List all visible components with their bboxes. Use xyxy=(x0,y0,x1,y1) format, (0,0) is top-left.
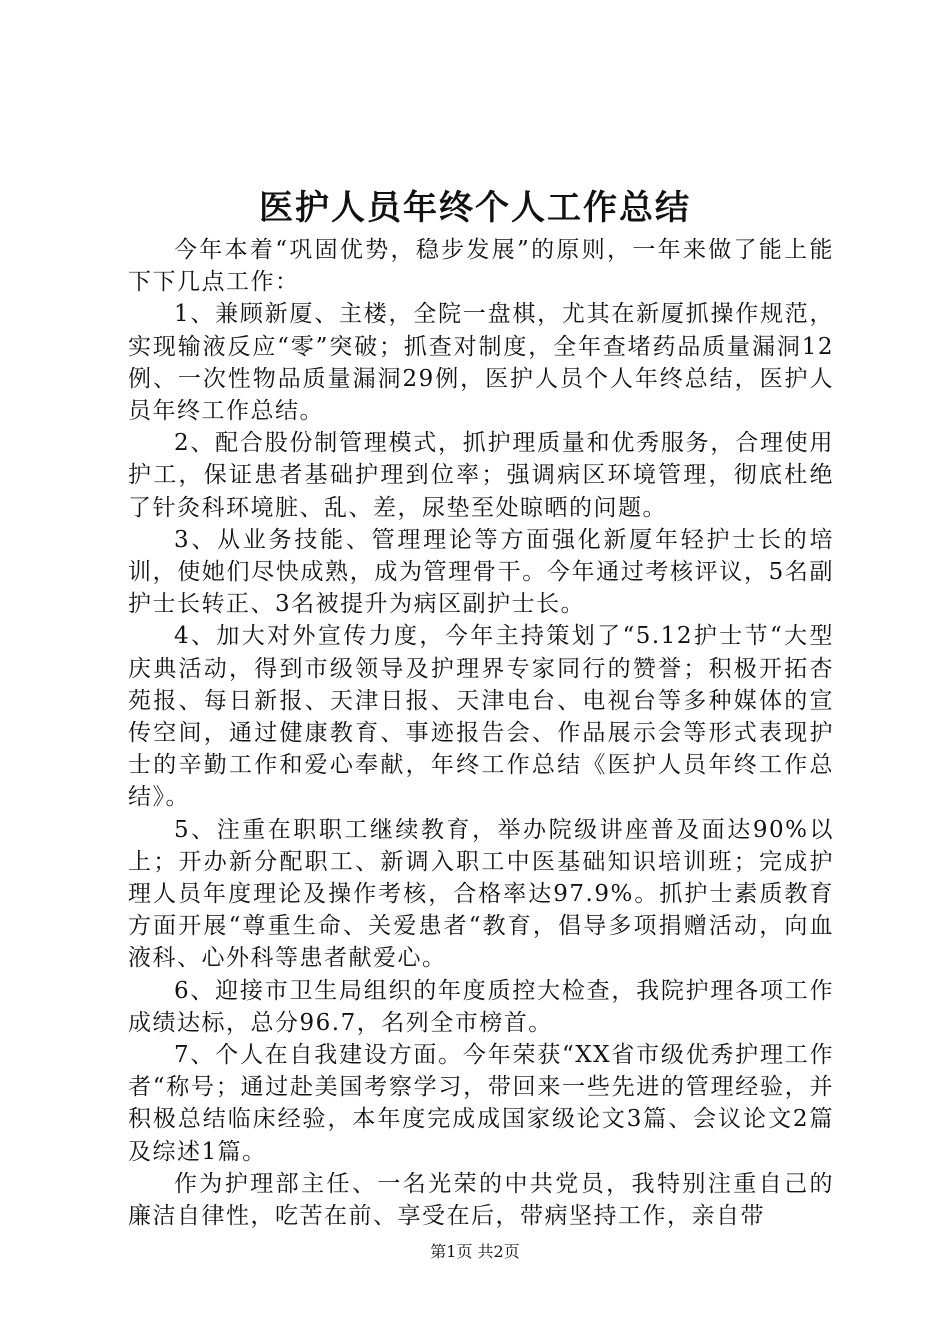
paragraph-closing: 作为护理部主任、一名光荣的中共党员，我特别注重自己的廉洁自律性，吃苦在前、享受在后，带病坚持工作，亲自带 xyxy=(128,1170,834,1230)
paragraph-item-7: 7、个人在自我建设方面。今年荣获“XX省市级优秀护理工作者“称号；通过赴美国考察学习，带回来一些先进的管理经验，并积极总结临床经验，本年度完成成国家级论文3篇、会议论文2篇及综述1篇。 xyxy=(128,1042,834,1165)
paragraph-item-4: 4、加大对外宣传力度，今年主持策划了“5.12护士节“大型庆典活动，得到市级领导及护理界专家同行的赞誉；积极开拓杏苑报、每日新报、天津日报、天津电台、电视台等多种媒体的宣传空间，通过健康教育、事迹报告会、作品展示会等形式表现护士的辛勤工作和爱心奉献，年终工作总结《医护人员年终工作总结》。 xyxy=(128,623,834,811)
paragraph-item-3: 3、从业务技能、管理理论等方面强化新厦年轻护士长的培训，使她们尽快成熟，成为管理骨干。今年通过考核评议，5名副护士长转正、3名被提升为病区副护士长。 xyxy=(128,526,834,618)
page-footer: 第1页 共2页 xyxy=(430,1242,520,1261)
paragraph-intro: 今年本着“巩固优势，稳步发展”的原则，一年来做了能上能下下几点工作： xyxy=(128,237,834,296)
paragraph-item-5: 5、注重在职职工继续教育，举办院级讲座普及面达90%以上；开办新分配职工、新调入职工中医基础知识培训班；完成护理人员年度理论及操作考核，合格率达97.9%。抓护士素质教育方面开展“尊重生命、关爱患者“教育，倡导多项捐赠活动，向血液科、心外科等患者献爱心。 xyxy=(128,816,834,972)
document-title: 医护人员年终个人工作总结 xyxy=(259,188,691,228)
document-body xyxy=(128,234,834,1232)
paragraph-item-1: 1、兼顾新厦、主楼，全院一盘棋，尤其在新厦抓操作规范，实现输液反应“零”突破；抓查对制度，全年查堵药品质量漏洞12例、一次性物品质量漏洞29例，医护人员个人年终总结，医护人员年终工作总结。 xyxy=(128,301,834,425)
paragraph-item-6: 6、迎接市卫生局组织的年度质控大检查，我院护理各项工作成绩达标，总分96.7，名列全市榜首。 xyxy=(128,977,834,1036)
paragraph-item-2: 2、配合股份制管理模式，抓护理质量和优秀服务，合理使用护工，保证患者基础护理到位率；强调病区环境管理，彻底杜绝了针灸科环境脏、乱、差，尿垫至处晾晒的问题。 xyxy=(128,430,834,521)
